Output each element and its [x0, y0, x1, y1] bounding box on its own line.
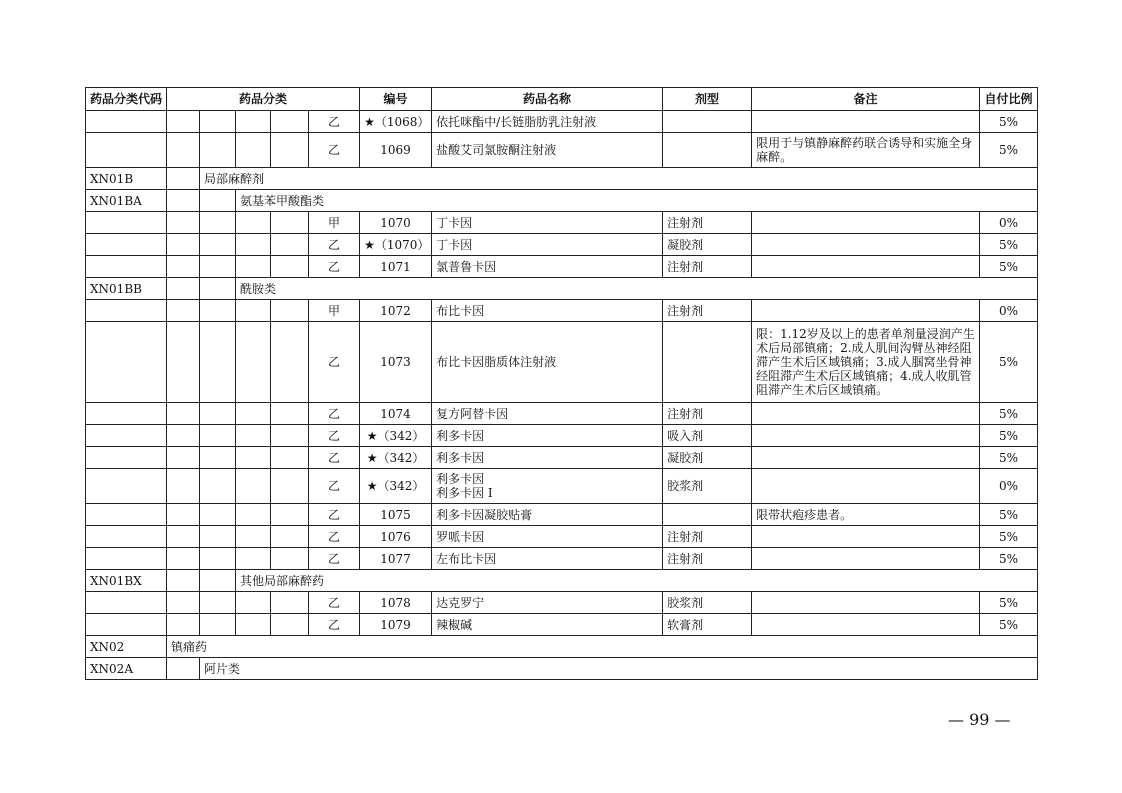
- header-remark: 备注: [752, 88, 980, 111]
- remark-cell: [752, 212, 980, 234]
- ratio-cell: 5%: [980, 322, 1038, 403]
- empty-cell: [271, 111, 309, 133]
- drug-name: 罗哌卡因: [436, 529, 485, 544]
- empty-cell: [271, 469, 309, 504]
- drug-name-cell: [432, 300, 663, 322]
- empty-cell: [271, 526, 309, 548]
- empty-cell: [271, 425, 309, 447]
- drug-name-alt: 利多卡因 Ⅰ: [436, 486, 493, 500]
- empty-cell: [167, 212, 200, 234]
- empty-cell: [236, 504, 271, 526]
- drug-row: [86, 592, 1038, 614]
- form-cell: 注射剂: [663, 526, 752, 548]
- empty-cell: [86, 592, 167, 614]
- empty-cell: [236, 592, 271, 614]
- category-row: [86, 190, 1038, 212]
- grade-cell: 乙: [309, 111, 360, 133]
- empty-cell: [167, 526, 200, 548]
- drug-row: [86, 234, 1038, 256]
- empty-cell: [271, 504, 309, 526]
- drug-name: 利多卡因: [436, 472, 485, 486]
- empty-cell: [86, 548, 167, 570]
- category-label: 氨基苯甲酸酯类: [236, 190, 1038, 212]
- drug-row: [86, 447, 1038, 469]
- drug-name: 左布比卡因: [436, 551, 497, 566]
- grade-cell: 乙: [309, 447, 360, 469]
- number-cell: 1076: [360, 526, 432, 548]
- empty-cell: [86, 447, 167, 469]
- empty-cell: [200, 614, 236, 636]
- empty-cell: [200, 256, 236, 278]
- form-cell: 注射剂: [663, 548, 752, 570]
- number-cell: 1079: [360, 614, 432, 636]
- drug-name-cell: [432, 614, 663, 636]
- category-label: 局部麻醉剂: [200, 168, 1038, 190]
- remark-cell: 限带状疱疹患者。: [752, 504, 980, 526]
- empty-cell: [167, 403, 200, 425]
- ratio-cell: 5%: [980, 548, 1038, 570]
- empty-cell: [167, 614, 200, 636]
- form-cell: 吸入剂: [663, 425, 752, 447]
- number-cell: 1069: [360, 133, 432, 168]
- category-code: XN01B: [86, 168, 167, 190]
- header-number: 编号: [360, 88, 432, 111]
- empty-cell: [236, 133, 271, 168]
- drug-name: 布比卡因脂质体注射液: [436, 355, 557, 369]
- drug-name-cell: [432, 256, 663, 278]
- empty-cell: [200, 526, 236, 548]
- empty-cell: [200, 504, 236, 526]
- empty-cell: [236, 526, 271, 548]
- drug-name-cell: [432, 548, 663, 570]
- category-label: 酰胺类: [236, 278, 1038, 300]
- remark-cell: [752, 614, 980, 636]
- empty-cell: [167, 256, 200, 278]
- empty-cell: [86, 504, 167, 526]
- empty-cell: [271, 212, 309, 234]
- grade-cell: 甲: [309, 300, 360, 322]
- remark-cell: [752, 469, 980, 504]
- empty-cell: [200, 322, 236, 403]
- number-cell: ★（342）: [360, 425, 432, 447]
- grade-cell: 乙: [309, 234, 360, 256]
- category-code: XN01BX: [86, 570, 167, 592]
- grade-cell: 乙: [309, 469, 360, 504]
- category-code: XN02A: [86, 658, 167, 680]
- ratio-cell: 5%: [980, 614, 1038, 636]
- remark-cell: [752, 234, 980, 256]
- empty-cell: [86, 322, 167, 403]
- empty-cell: [86, 425, 167, 447]
- ratio-cell: 5%: [980, 111, 1038, 133]
- number-cell: 1071: [360, 256, 432, 278]
- empty-cell: [200, 403, 236, 425]
- empty-cell: [86, 212, 167, 234]
- empty-cell: [167, 447, 200, 469]
- ratio-cell: 0%: [980, 469, 1038, 504]
- category-label: 镇痛药: [167, 636, 1038, 658]
- grade-cell: 乙: [309, 133, 360, 168]
- drug-name-cell: [432, 469, 663, 504]
- header-ratio: 自付比例: [980, 88, 1038, 111]
- empty-cell: [271, 592, 309, 614]
- drug-row: [86, 111, 1038, 133]
- ratio-cell: 5%: [980, 447, 1038, 469]
- remark-cell: [752, 403, 980, 425]
- drug-name: 复方阿替卡因: [436, 406, 509, 421]
- form-cell: 凝胶剂: [663, 234, 752, 256]
- empty-cell: [167, 469, 200, 504]
- drug-name-cell: [432, 212, 663, 234]
- number-cell: 1074: [360, 403, 432, 425]
- empty-cell: [167, 278, 200, 300]
- empty-cell: [200, 447, 236, 469]
- empty-cell: [271, 614, 309, 636]
- empty-cell: [236, 322, 271, 403]
- form-cell: 胶浆剂: [663, 592, 752, 614]
- empty-cell: [271, 322, 309, 403]
- empty-cell: [167, 658, 200, 680]
- grade-cell: 甲: [309, 212, 360, 234]
- drug-row: [86, 256, 1038, 278]
- number-cell: ★（1068）: [360, 111, 432, 133]
- category-row: [86, 168, 1038, 190]
- empty-cell: [200, 111, 236, 133]
- empty-cell: [200, 570, 236, 592]
- drug-row: [86, 469, 1038, 504]
- category-code: XN01BB: [86, 278, 167, 300]
- form-cell: [663, 504, 752, 526]
- form-cell: [663, 322, 752, 403]
- empty-cell: [271, 133, 309, 168]
- empty-cell: [271, 234, 309, 256]
- drug-name: 利多卡因: [436, 450, 485, 465]
- grade-cell: 乙: [309, 592, 360, 614]
- empty-cell: [200, 548, 236, 570]
- drug-catalog-table-wrap: [85, 87, 1037, 680]
- form-cell: 胶浆剂: [663, 469, 752, 504]
- drug-name: 丁卡因: [436, 215, 473, 230]
- form-cell: 软膏剂: [663, 614, 752, 636]
- category-code: XN01BA: [86, 190, 167, 212]
- empty-cell: [200, 592, 236, 614]
- drug-row: [86, 322, 1038, 403]
- number-cell: ★（1070）: [360, 234, 432, 256]
- empty-cell: [167, 570, 200, 592]
- empty-cell: [200, 234, 236, 256]
- grade-cell: 乙: [309, 256, 360, 278]
- empty-cell: [86, 403, 167, 425]
- empty-cell: [167, 168, 200, 190]
- form-cell: 注射剂: [663, 256, 752, 278]
- table-header-row: [86, 88, 1038, 111]
- grade-cell: 乙: [309, 548, 360, 570]
- number-cell: 1077: [360, 548, 432, 570]
- remark-cell: [752, 526, 980, 548]
- drug-row: [86, 425, 1038, 447]
- empty-cell: [86, 614, 167, 636]
- drug-name: 盐酸艾司氯胺酮注射液: [436, 143, 557, 157]
- number-cell: 1072: [360, 300, 432, 322]
- empty-cell: [236, 111, 271, 133]
- grade-cell: 乙: [309, 614, 360, 636]
- empty-cell: [86, 111, 167, 133]
- drug-name: 布比卡因: [436, 303, 485, 318]
- remark-cell: [752, 256, 980, 278]
- header-name: 药品名称: [432, 88, 663, 111]
- grade-cell: 乙: [309, 322, 360, 403]
- drug-row: [86, 133, 1038, 168]
- ratio-cell: 5%: [980, 425, 1038, 447]
- remark-cell: [752, 111, 980, 133]
- drug-name: 依托咪酯中/长链脂肪乳注射液: [436, 114, 597, 129]
- drug-name-cell: [432, 403, 663, 425]
- number-cell: 1073: [360, 322, 432, 403]
- header-form: 剂型: [663, 88, 752, 111]
- number-cell: ★（342）: [360, 469, 432, 504]
- drug-name-cell: [432, 133, 663, 168]
- empty-cell: [167, 300, 200, 322]
- drug-name-cell: [432, 526, 663, 548]
- empty-cell: [236, 212, 271, 234]
- empty-cell: [236, 256, 271, 278]
- category-row: [86, 658, 1038, 680]
- empty-cell: [200, 300, 236, 322]
- empty-cell: [271, 403, 309, 425]
- ratio-cell: 5%: [980, 526, 1038, 548]
- drug-row: [86, 504, 1038, 526]
- ratio-cell: 5%: [980, 234, 1038, 256]
- category-label: 阿片类: [200, 658, 1038, 680]
- empty-cell: [271, 300, 309, 322]
- empty-cell: [167, 322, 200, 403]
- drug-row: [86, 212, 1038, 234]
- form-cell: [663, 133, 752, 168]
- remark-cell: [752, 592, 980, 614]
- empty-cell: [167, 111, 200, 133]
- drug-name-cell: [432, 111, 663, 133]
- drug-name-cell: [432, 592, 663, 614]
- ratio-cell: 5%: [980, 133, 1038, 168]
- ratio-cell: 5%: [980, 403, 1038, 425]
- empty-cell: [200, 425, 236, 447]
- remark-cell: 限用于与镇静麻醉药联合诱导和实施全身麻醉。: [752, 133, 980, 168]
- empty-cell: [271, 548, 309, 570]
- ratio-cell: 5%: [980, 256, 1038, 278]
- drug-row: [86, 403, 1038, 425]
- category-row: [86, 636, 1038, 658]
- form-cell: [663, 111, 752, 133]
- category-code: XN02: [86, 636, 167, 658]
- drug-name-cell: [432, 234, 663, 256]
- drug-name-cell: [432, 425, 663, 447]
- category-label: 其他局部麻醉药: [236, 570, 1038, 592]
- category-row: [86, 278, 1038, 300]
- empty-cell: [200, 133, 236, 168]
- empty-cell: [86, 234, 167, 256]
- empty-cell: [86, 133, 167, 168]
- empty-cell: [236, 234, 271, 256]
- empty-cell: [236, 425, 271, 447]
- drug-name: 达克罗宁: [436, 595, 485, 610]
- empty-cell: [200, 190, 236, 212]
- empty-cell: [236, 300, 271, 322]
- drug-catalog-table: [85, 87, 1038, 680]
- grade-cell: 乙: [309, 403, 360, 425]
- number-cell: 1075: [360, 504, 432, 526]
- empty-cell: [167, 592, 200, 614]
- empty-cell: [236, 548, 271, 570]
- form-cell: 凝胶剂: [663, 447, 752, 469]
- remark-cell: [752, 447, 980, 469]
- number-cell: 1070: [360, 212, 432, 234]
- empty-cell: [167, 504, 200, 526]
- empty-cell: [236, 403, 271, 425]
- drug-name-cell: [432, 504, 663, 526]
- remark-cell: [752, 548, 980, 570]
- header-code: 药品分类代码: [86, 88, 167, 111]
- page-number: — 99 —: [948, 710, 1011, 729]
- drug-row: [86, 614, 1038, 636]
- drug-name: 利多卡因: [436, 428, 485, 443]
- header-category: 药品分类: [167, 88, 360, 111]
- empty-cell: [167, 425, 200, 447]
- empty-cell: [167, 133, 200, 168]
- number-cell: ★（342）: [360, 447, 432, 469]
- empty-cell: [200, 278, 236, 300]
- drug-row: [86, 526, 1038, 548]
- drug-name: 辣椒碱: [436, 617, 473, 632]
- table-body: [86, 111, 1038, 680]
- number-cell: 1078: [360, 592, 432, 614]
- drug-name-cell: [432, 322, 663, 403]
- drug-name: 利多卡因凝胶贴膏: [436, 507, 533, 522]
- category-row: [86, 570, 1038, 592]
- drug-name-cell: [432, 447, 663, 469]
- empty-cell: [271, 256, 309, 278]
- ratio-cell: 5%: [980, 504, 1038, 526]
- empty-cell: [236, 469, 271, 504]
- form-cell: 注射剂: [663, 212, 752, 234]
- drug-name: 丁卡因: [436, 237, 473, 252]
- empty-cell: [236, 614, 271, 636]
- grade-cell: 乙: [309, 425, 360, 447]
- empty-cell: [86, 256, 167, 278]
- remark-cell: 限：1.12岁及以上的患者单剂量浸润产生术后局部镇痛；2.成人肌间沟臂丛神经阻滞产生术后区域镇痛；3.成人腘窝坐骨神经阻滞产生术后区域镇痛；4.成人收肌管阻滞产生术后区域镇痛。: [752, 322, 980, 403]
- form-cell: 注射剂: [663, 403, 752, 425]
- drug-name: 氯普鲁卡因: [436, 259, 497, 274]
- empty-cell: [86, 469, 167, 504]
- empty-cell: [167, 234, 200, 256]
- empty-cell: [167, 190, 200, 212]
- grade-cell: 乙: [309, 504, 360, 526]
- empty-cell: [167, 548, 200, 570]
- empty-cell: [86, 300, 167, 322]
- remark-cell: [752, 300, 980, 322]
- remark-cell: [752, 425, 980, 447]
- ratio-cell: 5%: [980, 592, 1038, 614]
- drug-row: [86, 300, 1038, 322]
- empty-cell: [200, 469, 236, 504]
- empty-cell: [271, 447, 309, 469]
- empty-cell: [86, 526, 167, 548]
- grade-cell: 乙: [309, 526, 360, 548]
- ratio-cell: 0%: [980, 212, 1038, 234]
- ratio-cell: 0%: [980, 300, 1038, 322]
- drug-row: [86, 548, 1038, 570]
- empty-cell: [200, 212, 236, 234]
- form-cell: 注射剂: [663, 300, 752, 322]
- empty-cell: [236, 447, 271, 469]
